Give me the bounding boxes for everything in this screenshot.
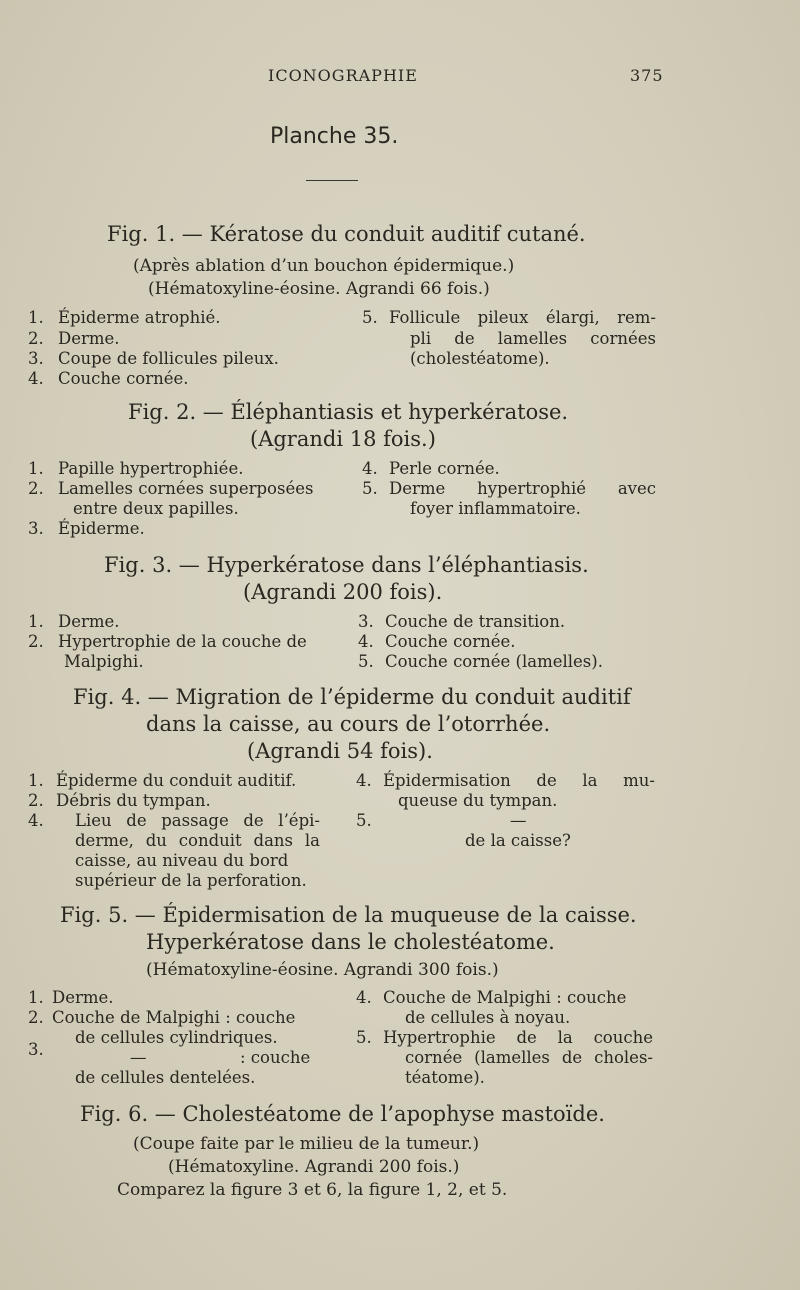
figure-1-item-5-line-2: pli de lamelles cornées (410, 329, 656, 348)
figure-3-note-1: (Agrandi 200 fois). (243, 580, 443, 604)
figure-2-caption: Fig. 2. — Éléphantiasis et hyperkératose. (128, 400, 569, 424)
figure-1-item-4-number: 4. (28, 369, 44, 388)
figure-3-item-2-number: 2. (28, 632, 44, 651)
plate-title: Planche 35. (270, 124, 399, 149)
figure-1-item-4-text: Couche cornée. (58, 369, 189, 388)
figure-1-item-2-number: 2. (28, 329, 44, 348)
figure-2-item-5-number: 5. (362, 479, 378, 498)
figure-2-item-5-line-1-wrap (389, 479, 656, 498)
figure-4-item-1-number: 1. (28, 771, 44, 790)
figure-5-item-5-line-3: téatome). (405, 1068, 485, 1087)
figure-3-item-3-text: Couche de transition. (385, 612, 566, 631)
figure-1-item-5-line-3: (cholestéatome). (410, 349, 550, 368)
figure-4-item-5-text: de la caisse? (465, 831, 571, 850)
figure-4-item-4-line-2: queuse du tympan. (398, 791, 558, 810)
figure-5-item-4-number: 4. (356, 988, 372, 1007)
figure-5-note-1: (Hématoxyline-éosine. Agrandi 300 fois.) (146, 960, 499, 980)
figure-5-item-1-number: 1. (28, 988, 44, 1007)
figure-6-caption: Fig. 6. — Cholestéatome de l’apophyse mastoïde. (80, 1102, 605, 1126)
figure-3-item-4-number: 4. (358, 632, 374, 651)
figure-4-note-1: (Agrandi 54 fois). (247, 739, 433, 763)
figure-1-note-1: (Après ablation d’un bouchon épidermique.) (133, 256, 515, 276)
figure-5-item-3-number: 3. (28, 1040, 44, 1059)
figure-6-note-3: Comparez la figure 3 et 6, la figure 1, 2, et 5. (117, 1180, 508, 1200)
figure-5-caption: Fig. 5. — Épidermisation de la muqueuse de la caisse. (60, 903, 637, 927)
figure-4-caption: Fig. 4. — Migration de l’épiderme du conduit auditif (73, 685, 631, 709)
figure-1-caption: Fig. 1. — Kératose du conduit auditif cutané. (107, 222, 586, 246)
figure-2-item-1-text: Papille hypertrophiée. (58, 459, 244, 478)
figure-1-item-3-number: 3. (28, 349, 44, 368)
figure-3-item-3-number: 3. (358, 612, 374, 631)
figure-5-item-3-ditto-dash: — (130, 1048, 147, 1067)
figure-1-item-5-number: 5. (362, 308, 378, 327)
figure-1-item-1-text: Épiderme atrophié. (58, 308, 221, 327)
figure-1-item-2-text: Derme. (58, 329, 120, 348)
figure-5-item-4-line-2: de cellules à noyau. (405, 1008, 571, 1027)
figure-2-item-4-number: 4. (362, 459, 378, 478)
page-number: 375 (630, 66, 664, 85)
figure-5-item-5-line-1: Hypertrophie de la couche (383, 1028, 653, 1047)
figure-5-item-4-line-1: Couche de Malpighi : couche (383, 988, 627, 1007)
figure-5-caption-line-2: Hyperkératose dans le cholestéatome. (146, 930, 555, 954)
figure-3-item-2-line-2: Malpighi. (64, 652, 144, 671)
figure-5-item-5-number: 5. (356, 1028, 372, 1047)
figure-6-note-2: (Hématoxyline. Agrandi 200 fois.) (168, 1157, 460, 1177)
figure-4-item-2-number: 2. (28, 791, 44, 810)
figure-4-item-3-line-1-wrap (75, 811, 320, 830)
figure-4-caption-line-2: dans la caisse, au cours de l’otorrhée. (146, 712, 551, 736)
figure-1-item-3-text: Coupe de follicules pileux. (58, 349, 279, 368)
figure-2-item-2-line-1: Lamelles cornées superposées (58, 479, 314, 498)
figure-5-item-2-line-2: de cellules cylindriques. (75, 1028, 278, 1047)
figure-4-item-3-line-4: supérieur de la perforation. (75, 871, 307, 890)
figure-5-item-1-text: Derme. (52, 988, 114, 1007)
figure-2-note-1: (Agrandi 18 fois.) (250, 427, 436, 451)
figure-3-item-1-text: Derme. (58, 612, 120, 631)
figure-2-item-3-text: Épiderme. (58, 519, 145, 538)
figure-1-item-5-line-1: Follicule pileux élargi, rem- (389, 308, 656, 327)
figure-4-item-3-line-2: derme, du conduit dans la (75, 831, 320, 850)
figure-1-item-5-text (389, 308, 656, 327)
figure-4-item-5-number: 5. (356, 811, 372, 830)
figure-2-item-2-number: 2. (28, 479, 44, 498)
figure-4-item-4-line-1: Épidermisation de la mu- (383, 771, 655, 790)
figure-4-item-3-line-1: Lieu de passage de l’épi- (75, 811, 320, 830)
figure-5-item-2-number: 2. (28, 1008, 44, 1027)
figure-4-item-3-line-2-wrap (75, 831, 320, 850)
figure-4-item-3-number: 4. (28, 811, 44, 830)
figure-4-item-4-line-1-wrap (383, 771, 655, 790)
running-header-title: ICONOGRAPHIE (268, 66, 418, 85)
figure-4-item-1-text: Épiderme du conduit auditif. (56, 771, 297, 790)
figure-5-item-5-line-1-wrap (383, 1028, 653, 1047)
figure-2-item-5-line-2: foyer inflammatoire. (410, 499, 581, 518)
figure-4-item-5-ditto-dash: — (510, 811, 527, 830)
figure-3-caption: Fig. 3. — Hyperkératose dans l’éléphantiasis. (104, 553, 589, 577)
figure-5-item-2-line-1: Couche de Malpighi : couche (52, 1008, 296, 1027)
figure-3-item-5-number: 5. (358, 652, 374, 671)
figure-4-item-4-number: 4. (356, 771, 372, 790)
figure-5-item-3-line-1: : couche (240, 1048, 311, 1067)
figure-2-item-3-number: 3. (28, 519, 44, 538)
figure-3-item-2-line-1: Hypertrophie de la couche de (58, 632, 307, 651)
figure-4-item-3-line-3: caisse, au niveau du bord (75, 851, 289, 870)
figure-5-item-3-line-2: de cellules dentelées. (75, 1068, 256, 1087)
figure-5-item-5-line-2-wrap (405, 1048, 653, 1067)
figure-4-item-2-text: Débris du tympan. (56, 791, 211, 810)
figure-3-item-5-text: Couche cornée (lamelles). (385, 652, 603, 671)
figure-1-item-1-number: 1. (28, 308, 44, 327)
figure-6-note-1: (Coupe faite par le milieu de la tumeur.) (133, 1134, 480, 1154)
figure-1-item-5-line-2-wrap (410, 329, 656, 348)
figure-2-item-4-text: Perle cornée. (389, 459, 500, 478)
figure-2-item-2-line-2: entre deux papilles. (73, 499, 239, 518)
figure-1-note-2: (Hématoxyline-éosine. Agrandi 66 fois.) (148, 279, 490, 299)
figure-3-item-1-number: 1. (28, 612, 44, 631)
figure-3-item-4-text: Couche cornée. (385, 632, 516, 651)
figure-2-item-5-line-1: Derme hypertrophié avec (389, 479, 656, 498)
figure-5-item-5-line-2: cornée (lamelles de choles- (405, 1048, 653, 1067)
figure-2-item-1-number: 1. (28, 459, 44, 478)
title-divider (306, 180, 358, 181)
